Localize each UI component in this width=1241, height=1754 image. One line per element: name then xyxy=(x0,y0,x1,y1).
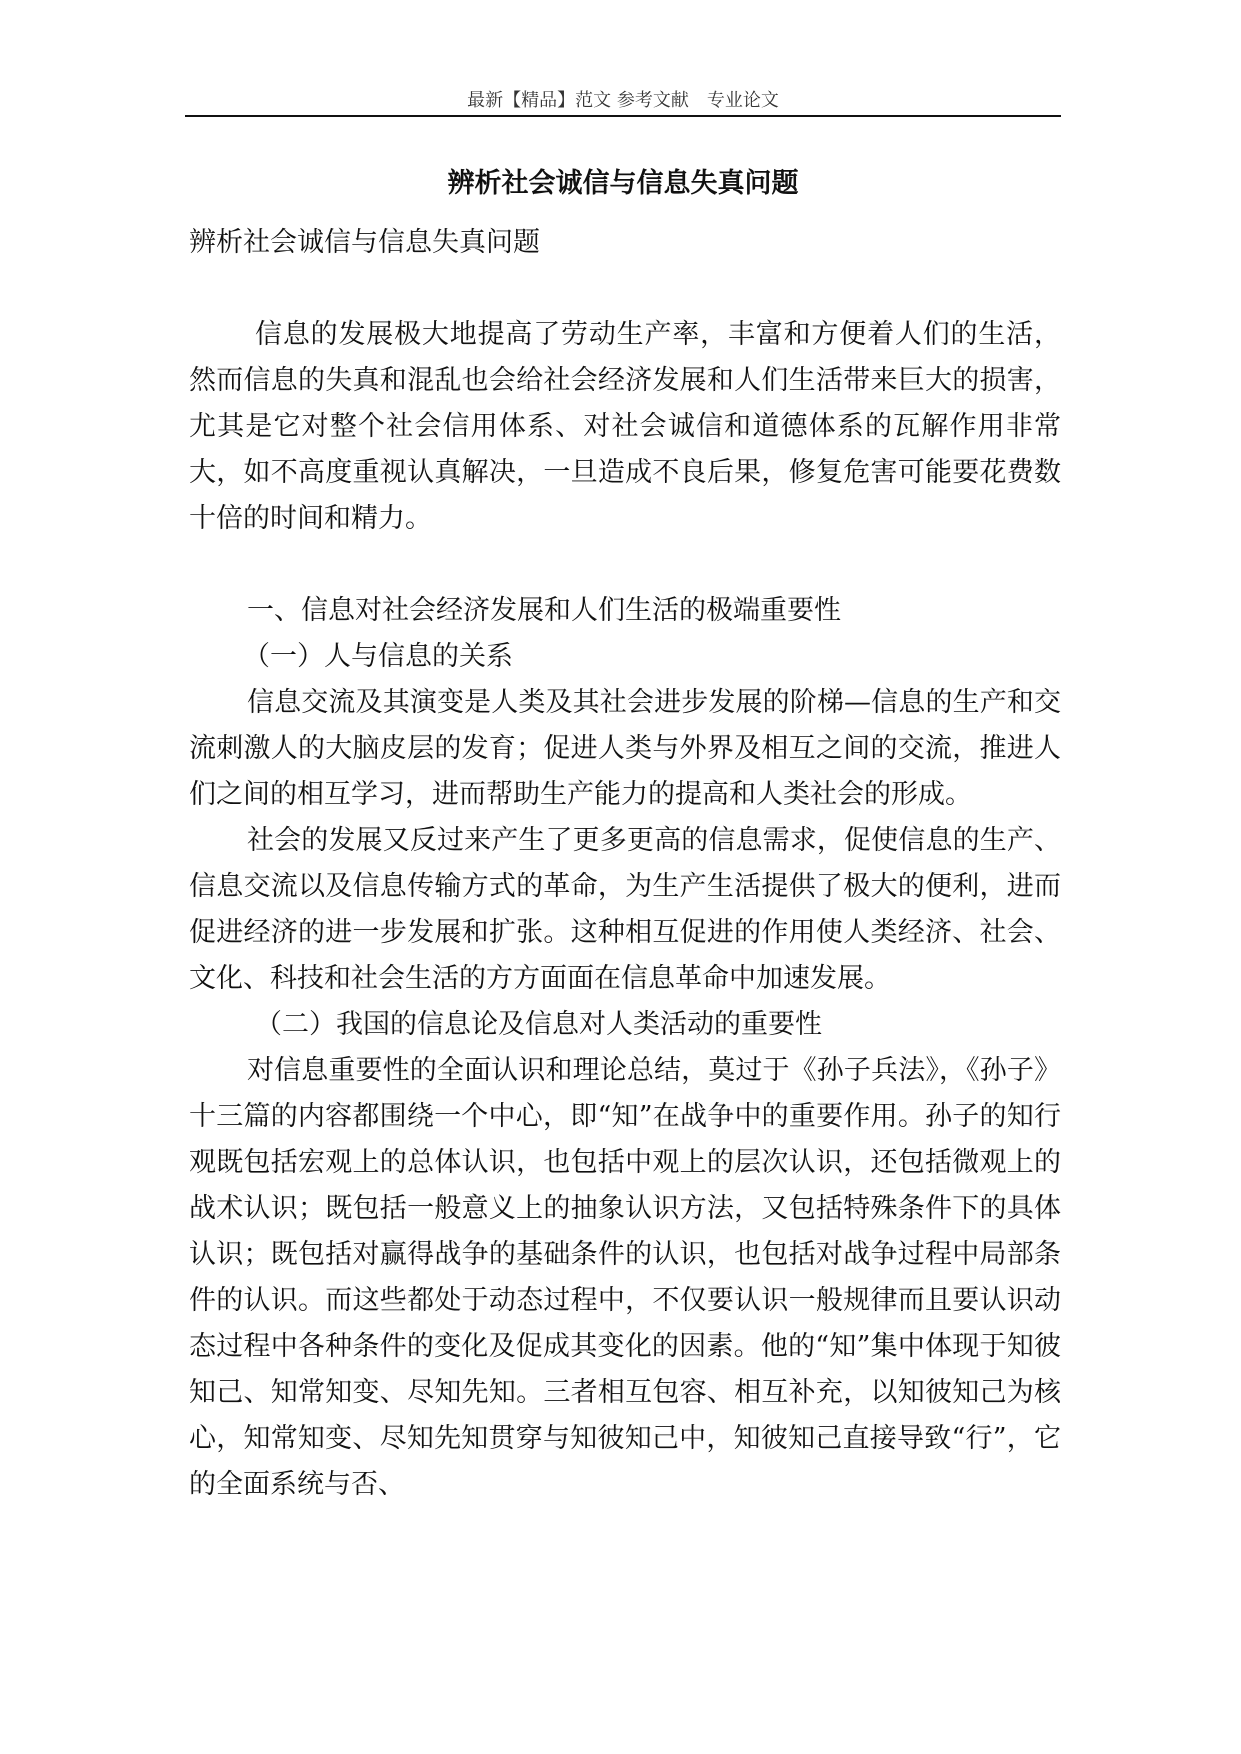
header-divider xyxy=(185,115,1061,117)
subsection-heading-2: （二）我国的信息论及信息对人类活动的重要性 xyxy=(255,1009,822,1040)
document-body xyxy=(189,220,1061,1508)
body-paragraph-1: 信息交流及其演变是人类及其社会进步发展的阶梯—信息的生产和交流刺激人的大脑皮层的发育；促进人类与外界及相互之间的交流，推进人们之间的相互学习，进而帮助生产能力的提高和人类社会的形成。 xyxy=(189,687,1061,810)
document-subtitle: 辨析社会诚信与信息失真问题 xyxy=(189,227,540,258)
body-paragraph-3: 对信息重要性的全面认识和理论总结，莫过于《孙子兵法》，《孙子》十三篇的内容都围绕一个中心，即“知”在战争中的重要作用。孙子的知行观既包括宏观上的总体认识，也包括中观上的层次认识，还包括微观上的战术认识；既包括一般意义上的抽象认识方法，又包括特殊条件下的具体认识；既包括对赢得战争的基础条件的认识，也包括对战争过程中局部条件的认识。而这些都处于动态过程中，不仅要认识一般规律而且要认识动态过程中各种条件的变化及促成其变化的因素。他的“知”集中体现于知彼知己、知常知变、尽知先知。三者相互包容、相互补充，以知彼知己为核心，知常知变、尽知先知贯穿与知彼知己中，知彼知己直接导致“行”，它的全面系统与否、 xyxy=(189,1055,1061,1500)
intro-paragraph: 信息的发展极大地提高了劳动生产率，丰富和方便着人们的生活，然而信息的失真和混乱也会给社会经济发展和人们生活带来巨大的损害，尤其是它对整个社会信用体系、对社会诚信和道德体系的瓦解作用非常大，如不高度重视认真解决，一旦造成不良后果，修复危害可能要花费数十倍的时间和精力。 xyxy=(189,319,1061,534)
subsection-heading-1: （一）人与信息的关系 xyxy=(243,641,513,672)
document-title: 辨析社会诚信与信息失真问题 xyxy=(447,168,799,199)
page-header: 最新【精品】范文 参考文献 专业论文 xyxy=(467,90,779,111)
body-paragraph-2: 社会的发展又反过来产生了更多更高的信息需求，促使信息的生产、信息交流以及信息传输方式的革命，为生产生活提供了极大的便利，进而促进经济的进一步发展和扩张。这种相互促进的作用使人类经济、社会、文化、科技和社会生活的方方面面在信息革命中加速发展。 xyxy=(189,825,1061,994)
section-heading: 一、信息对社会经济发展和人们生活的极端重要性 xyxy=(247,595,841,626)
